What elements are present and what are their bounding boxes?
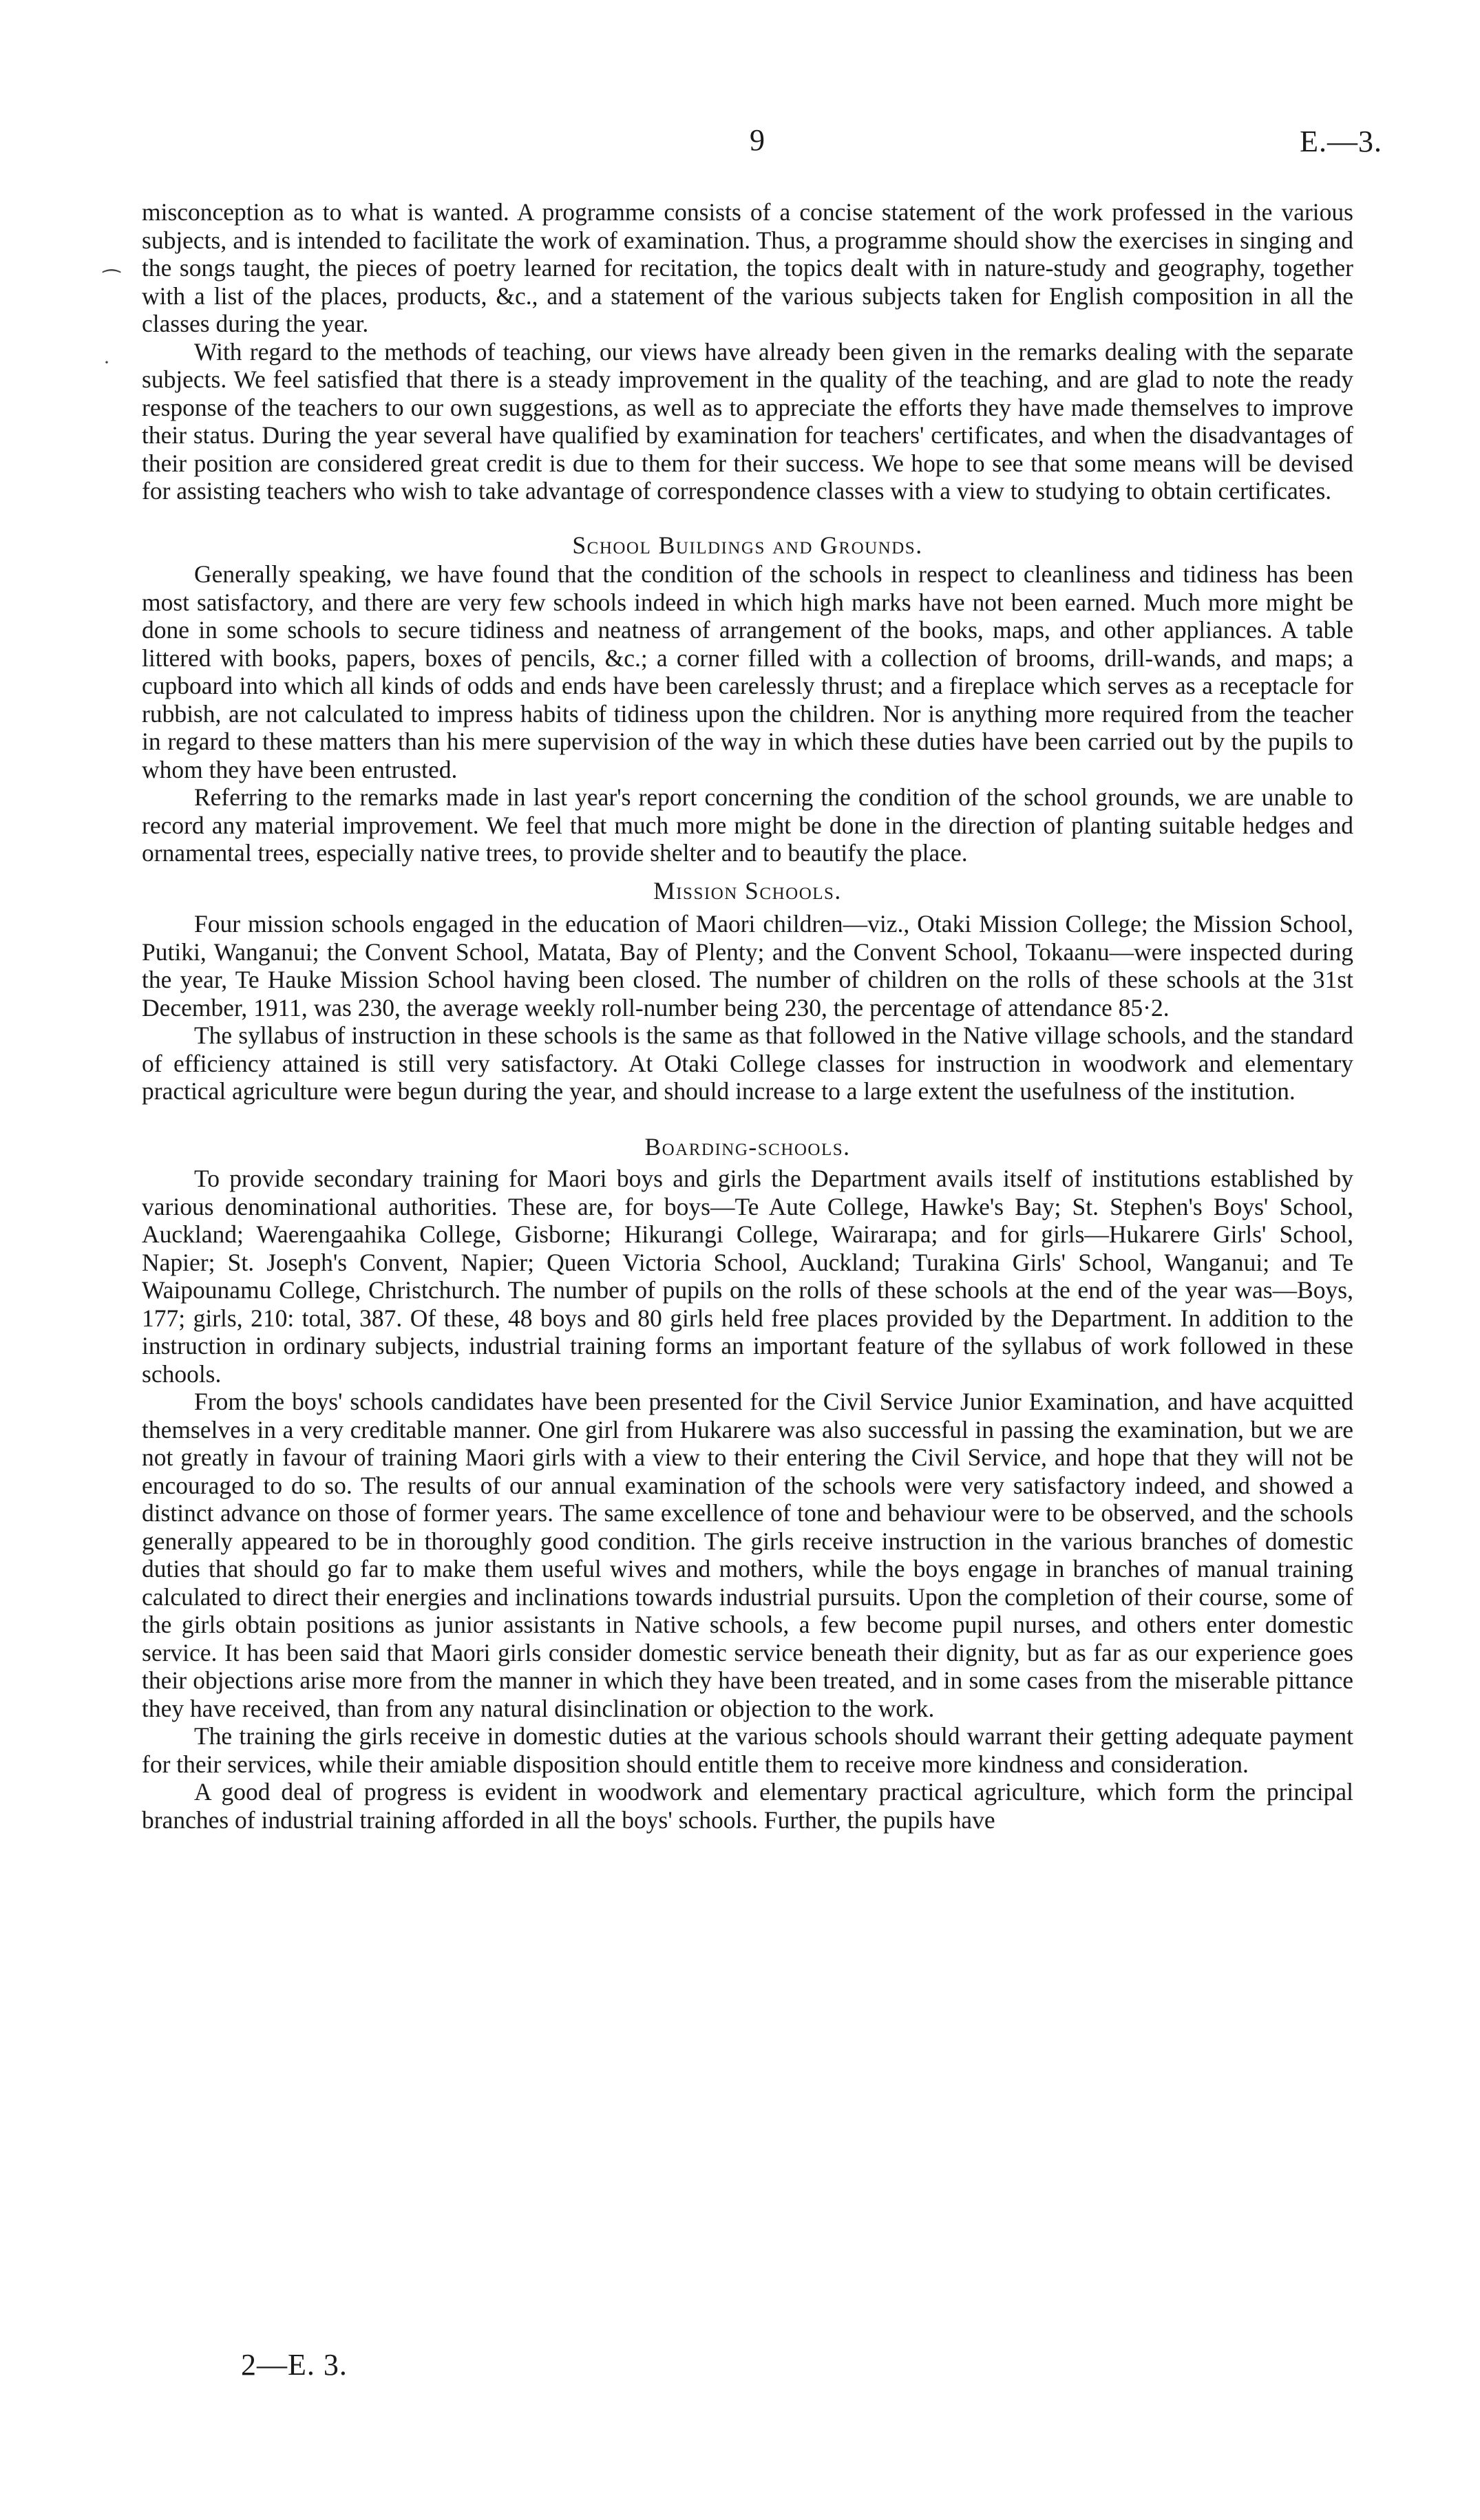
paragraph-domestic-duties: The training the girls receive in domestic duties at the various schools should warrant their getting adequate payment for their services, while their amiable disposition should entitle them to receive more kindness and consideration. [142, 1722, 1353, 1778]
body-text [142, 198, 1353, 1834]
margin-pen-mark: · [103, 351, 110, 374]
paragraph-secondary-training: To provide secondary training for Maori boys and girls the Department avails itself of institutions established by various denominational authorities. These are, for boys—Te Aute College, Hawke's Bay; St. Stephen's Boys' School, Auckland; Waerengaahika College, Gisborne; Hikurangi College, Wairarapa; and for girls—Hukarere Girls' School, Napier; St. Joseph's Convent, Napier; Queen Victoria School, Auckland; Turakina Girls' School, Wanganui; and Te Waipounamu College, Christchurch. The number of pupils on the rolls of these schools at the end of the year was—Boys, 177; girls, 210: total, 387. Of these, 48 boys and 80 girls held free places provided by the Department. In addition to the instruction in ordinary subjects, industrial training forms an important feature of the syllabus of work followed in these schools. [142, 1165, 1353, 1388]
heading-school-buildings: School Buildings and Grounds. [572, 531, 923, 559]
paragraph-school-grounds: Referring to the remarks made in last year's report concerning the condition of the school grounds, we are unable to record any material improvement. We feel that much more might be done in the direction of planting suitable hedges and ornamental trees, especially native trees, to provide shelter and to beautify the place. [142, 783, 1353, 867]
footer-signature: 2—E. 3. [241, 2348, 348, 2382]
paragraph-cleanliness: Generally speaking, we have found that the condition of the schools in respect to cleanliness and tidiness has been most satisfactory, and there are very few schools indeed in which high marks have not been earned. Much more might be done in some schools to secure tidiness and neatness of arrangement of the books, maps, and other appliances. A table littered with books, papers, boxes of pencils, &c.; a corner filled with a collection of brooms, drill-wands, and maps; a cupboard into which all kinds of odds and ends have been carelessly thrust; and a fireplace which serves as a receptacle for rubbish, are not calculated to impress habits of tidiness upon the children. Nor is anything more required from the teacher in regard to these matters than his mere supervision of the way in which these duties have been carried out by the pupils to whom they have been entrusted. [142, 560, 1353, 783]
paragraph-mission-schools: Four mission schools engaged in the education of Maori children—viz., Otaki Mission College; the Mission School, Putiki, Wanganui; the Convent School, Matata, Bay of Plenty; and the Convent School, Tokaanu—were inspected during the year, Te Hauke Mission School having been closed. The number of children on the rolls of these schools at the 31st December, 1911, was 230, the average weekly roll-number being 230, the percentage of attendance 85·2. [142, 910, 1353, 1021]
paragraph-programme: misconception as to what is wanted. A programme consists of a concise statement of the work professed in the various subjects, and is intended to facilitate the work of examination. Thus, a programme should show the exercises in singing and the songs taught, the pieces of poetry learned for recitation, the topics dealt with in nature-study and geography, together with a list of the places, products, &c., and a statement of the various subjects taken for English composition in all the classes during the year. [142, 198, 1353, 337]
heading-boarding-schools: Boarding-schools. [644, 1132, 851, 1161]
page-number: 9 [750, 123, 765, 157]
paragraph-woodwork: A good deal of progress is evident in woodwork and elementary practical agriculture, which form the principal branches of industrial training afforded in all the boys' schools. Further, the pupils have [142, 1778, 1353, 1834]
document-reference: E.—3. [1300, 125, 1382, 158]
margin-pen-mark: ⁀ [103, 271, 120, 293]
paragraph-mission-syllabus: The syllabus of instruction in these schools is the same as that followed in the Native village schools, and the standard of efficiency attained is still very satisfactory. At Otaki College classes for instruction in woodwork and elementary practical agriculture were begun during the year, and should increase to a large extent the usefulness of the institution. [142, 1021, 1353, 1105]
heading-mission-schools: Mission Schools. [653, 876, 842, 904]
paragraph-methods-of-teaching: With regard to the methods of teaching, our views have already been given in the remarks dealing with the separate subjects. We feel satisfied that there is a steady improvement in the quality of the teaching, and are glad to note the ready response of the teachers to our own suggestions, as well as to appreciate the efforts they have made themselves to improve their status. During the year several have qualified by examination for teachers' certificates, and when the disadvantages of their position are considered great credit is due to them for their success. We hope to see that some means will be devised for assisting teachers who wish to take advantage of correspondence classes with a view to studying to obtain certificates. [142, 337, 1353, 505]
paragraph-civil-service: From the boys' schools candidates have been presented for the Civil Service Junior Examination, and have acquitted themselves in a very creditable manner. One girl from Hukarere was also successful in passing the examination, but we are not greatly in favour of training Maori girls with a view to their entering the Civil Service, and hope that they will not be encouraged to do so. The results of our annual examination of the schools were very satisfactory indeed, and showed a distinct advance on those of former years. The same excellence of tone and behaviour were to be observed, and the schools generally appeared to be in thoroughly good condition. The girls receive instruction in the various branches of domestic duties that should go far to make them useful wives and mothers, while the boys engage in branches of manual training calculated to direct their energies and inclinations towards industrial pursuits. Upon the completion of their course, some of the girls obtain positions as junior assistants in Native schools, a few become pupil nurses, and others enter domestic service. It has been said that Maori girls consider domestic service beneath their dignity, but as far as our experience goes their objections arise more from the manner in which they have been treated, and in some cases from the miserable pittance they have received, than from any natural disinclination or objection to the work. [142, 1388, 1353, 1722]
